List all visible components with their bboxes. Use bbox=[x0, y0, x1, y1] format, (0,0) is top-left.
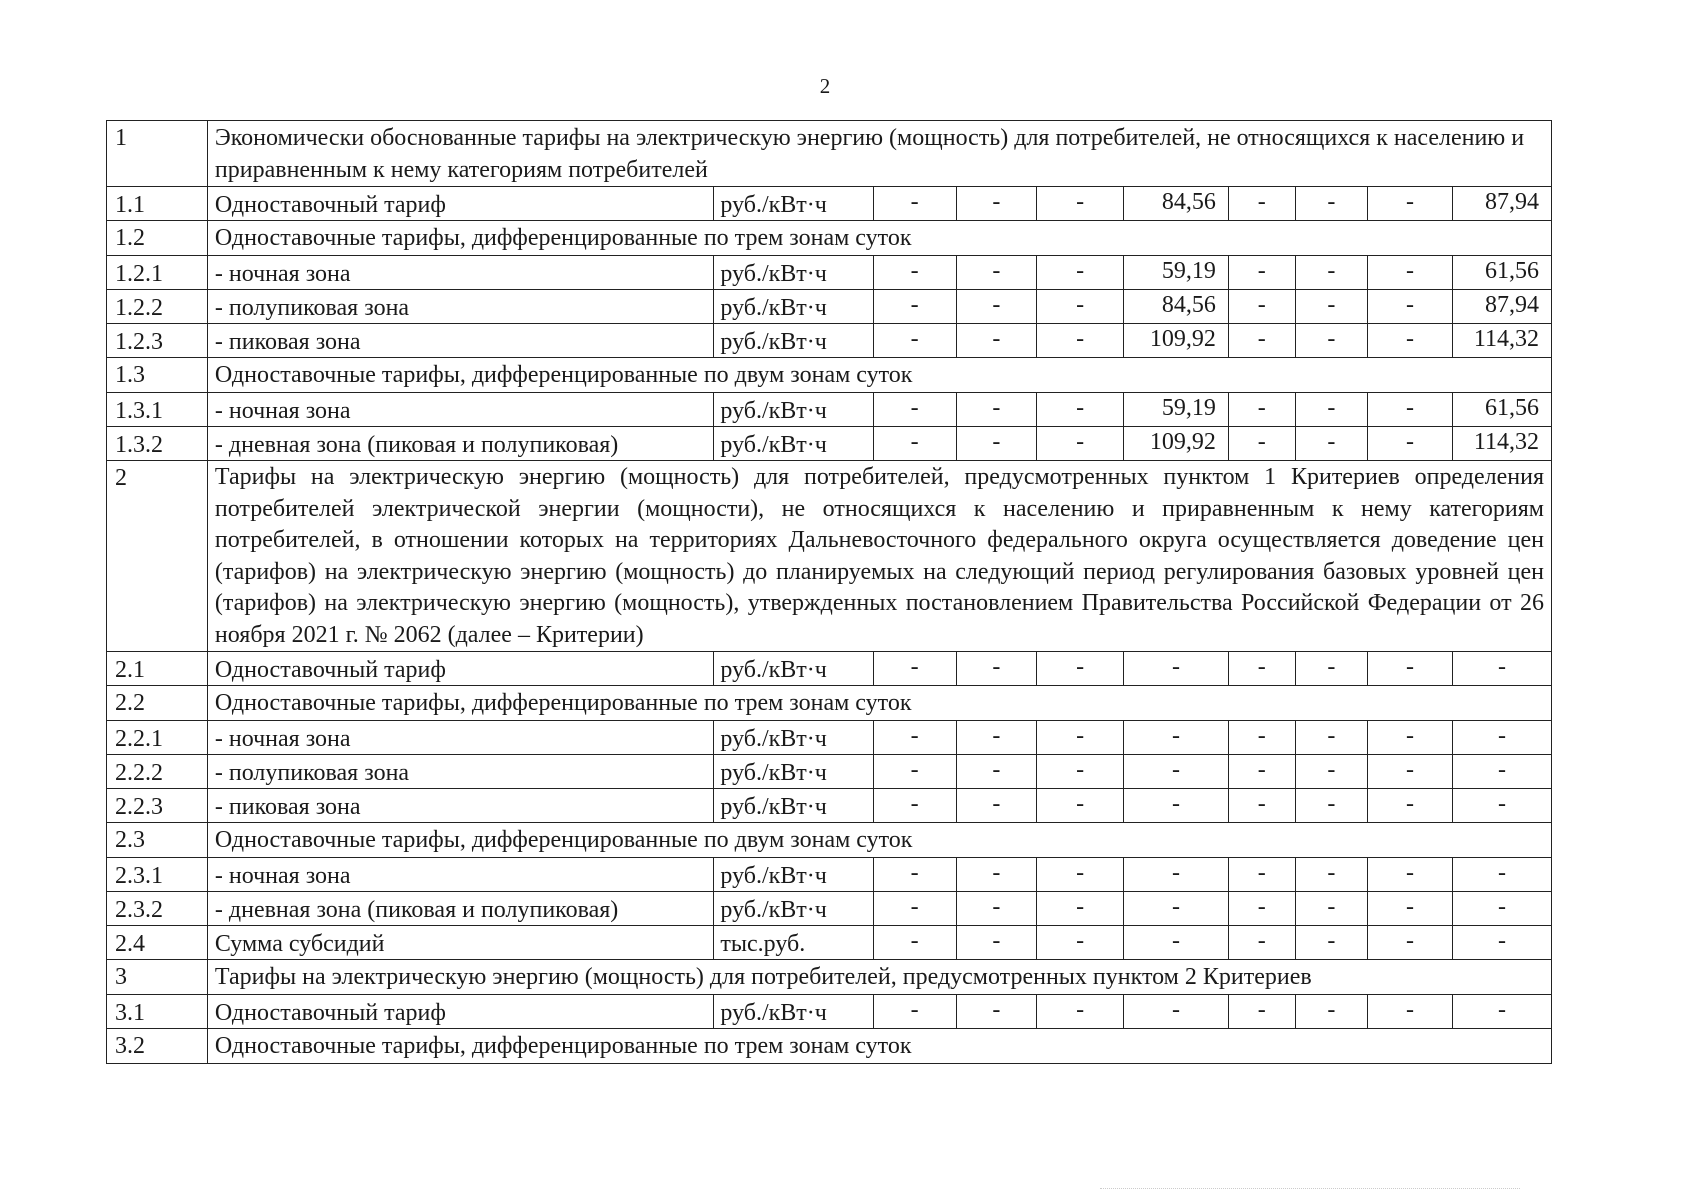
section-title: Тарифы на электрическую энергию (мощность) для потребителей, предусмотренных пунктом 1 Критериев определения потребителей электрической энергии (мощности), не относящихся к населению и приравненным к нему категориям потребителей, в отношении которых на территориях Дальневосточного федерального округа осуществляется доведение цен (тарифов) на электрическую энергию (мощность) до планируемых на следующий период регулирования базовых уровней цен (тарифов) на электрическую энергию (мощность), утвержденных постановлением Правительства Российской Федерации от 26 ноября 2021 г. № 2062 (далее – Критерии) bbox=[207, 461, 1551, 652]
section-row bbox=[107, 1029, 1552, 1064]
row-code: 2.3 bbox=[107, 823, 208, 858]
value-cell: - bbox=[1452, 926, 1551, 960]
value-cell: - bbox=[956, 256, 1037, 290]
value-cell: - bbox=[1452, 721, 1551, 755]
value-cell: - bbox=[1228, 393, 1295, 427]
value-cell: - bbox=[956, 393, 1037, 427]
value-cell: - bbox=[1124, 858, 1229, 892]
page-number: 2 bbox=[819, 74, 831, 98]
row-name: Одноставочный тариф bbox=[207, 187, 714, 221]
value-cell: - bbox=[1295, 290, 1368, 324]
value-cell: - bbox=[1452, 755, 1551, 789]
value-cell: - bbox=[956, 858, 1037, 892]
value-cell: - bbox=[1037, 926, 1124, 960]
row-name: - пиковая зона bbox=[207, 789, 714, 823]
value-cell: - bbox=[1037, 393, 1124, 427]
section-title: Одноставочные тарифы, дифференцированные по трем зонам суток bbox=[207, 221, 1551, 256]
value-cell: - bbox=[1295, 256, 1368, 290]
table-row bbox=[107, 187, 1552, 221]
value-cell: - bbox=[873, 789, 956, 823]
row-unit: руб./кВт·ч bbox=[714, 721, 873, 755]
row-code: 1.3.2 bbox=[107, 427, 208, 461]
row-code: 1.2.3 bbox=[107, 324, 208, 358]
value-cell: 84,56 bbox=[1124, 187, 1229, 221]
row-unit: руб./кВт·ч bbox=[714, 187, 873, 221]
section-row bbox=[107, 960, 1552, 995]
section-title: Одноставочные тарифы, дифференцированные по трем зонам суток bbox=[207, 1029, 1551, 1064]
row-unit: руб./кВт·ч bbox=[714, 427, 873, 461]
row-code: 1.2 bbox=[107, 221, 208, 256]
value-cell: - bbox=[1452, 858, 1551, 892]
value-cell: - bbox=[1037, 652, 1124, 686]
value-cell: - bbox=[873, 256, 956, 290]
table-row bbox=[107, 256, 1552, 290]
row-code: 2.2 bbox=[107, 686, 208, 721]
row-name: - дневная зона (пиковая и полупиковая) bbox=[207, 892, 714, 926]
value-cell: 87,94 bbox=[1452, 290, 1551, 324]
value-cell: - bbox=[1295, 427, 1368, 461]
value-cell: - bbox=[1368, 652, 1453, 686]
value-cell: - bbox=[1228, 290, 1295, 324]
value-cell: - bbox=[956, 721, 1037, 755]
row-code: 1.2.1 bbox=[107, 256, 208, 290]
value-cell: 87,94 bbox=[1452, 187, 1551, 221]
value-cell: - bbox=[1368, 721, 1453, 755]
value-cell: - bbox=[1228, 892, 1295, 926]
value-cell: - bbox=[1452, 652, 1551, 686]
row-code: 2.4 bbox=[107, 926, 208, 960]
value-cell: 61,56 bbox=[1452, 393, 1551, 427]
value-cell: - bbox=[956, 187, 1037, 221]
row-name: - ночная зона bbox=[207, 393, 714, 427]
section-title: Одноставочные тарифы, дифференцированные по двум зонам суток bbox=[207, 358, 1551, 393]
value-cell: - bbox=[1228, 755, 1295, 789]
row-code: 1 bbox=[107, 121, 208, 187]
value-cell: - bbox=[1368, 926, 1453, 960]
row-unit: руб./кВт·ч bbox=[714, 256, 873, 290]
table-row bbox=[107, 393, 1552, 427]
row-unit: руб./кВт·ч bbox=[714, 290, 873, 324]
table-row bbox=[107, 427, 1552, 461]
table-row bbox=[107, 789, 1552, 823]
table-row bbox=[107, 926, 1552, 960]
value-cell: - bbox=[1228, 721, 1295, 755]
row-code: 2.3.2 bbox=[107, 892, 208, 926]
value-cell: 109,92 bbox=[1124, 324, 1229, 358]
row-code: 3.1 bbox=[107, 995, 208, 1029]
value-cell: - bbox=[1368, 789, 1453, 823]
value-cell: - bbox=[873, 187, 956, 221]
value-cell: - bbox=[1124, 926, 1229, 960]
row-name: - пиковая зона bbox=[207, 324, 714, 358]
value-cell: 109,92 bbox=[1124, 427, 1229, 461]
value-cell: - bbox=[1368, 995, 1453, 1029]
value-cell: - bbox=[1295, 755, 1368, 789]
row-unit: руб./кВт·ч bbox=[714, 995, 873, 1029]
value-cell: - bbox=[1295, 995, 1368, 1029]
value-cell: 114,32 bbox=[1452, 427, 1551, 461]
row-unit: руб./кВт·ч bbox=[714, 789, 873, 823]
table-row bbox=[107, 652, 1552, 686]
value-cell: - bbox=[1228, 427, 1295, 461]
section-row bbox=[107, 221, 1552, 256]
value-cell: - bbox=[1037, 892, 1124, 926]
section-row bbox=[107, 461, 1552, 652]
value-cell: - bbox=[956, 789, 1037, 823]
row-name: - ночная зона bbox=[207, 256, 714, 290]
value-cell: - bbox=[956, 755, 1037, 789]
table-row bbox=[107, 324, 1552, 358]
row-name: - дневная зона (пиковая и полупиковая) bbox=[207, 427, 714, 461]
row-name: - ночная зона bbox=[207, 721, 714, 755]
row-code: 1.3.1 bbox=[107, 393, 208, 427]
value-cell: - bbox=[1228, 256, 1295, 290]
value-cell: - bbox=[1295, 393, 1368, 427]
value-cell: - bbox=[1368, 324, 1453, 358]
value-cell: 61,56 bbox=[1452, 256, 1551, 290]
section-title: Экономически обоснованные тарифы на электрическую энергию (мощность) для потребителей, не относящихся к населению и приравненным к нему категориям потребителей bbox=[207, 121, 1551, 187]
value-cell: - bbox=[1368, 256, 1453, 290]
row-unit: руб./кВт·ч bbox=[714, 755, 873, 789]
row-unit: руб./кВт·ч bbox=[714, 393, 873, 427]
value-cell: - bbox=[1037, 721, 1124, 755]
value-cell: - bbox=[1037, 858, 1124, 892]
value-cell: - bbox=[873, 858, 956, 892]
row-code: 2.2.1 bbox=[107, 721, 208, 755]
value-cell: - bbox=[873, 995, 956, 1029]
value-cell: 59,19 bbox=[1124, 393, 1229, 427]
value-cell: - bbox=[1295, 789, 1368, 823]
value-cell: - bbox=[956, 290, 1037, 324]
value-cell: - bbox=[1037, 187, 1124, 221]
value-cell: - bbox=[1228, 995, 1295, 1029]
tariff-table bbox=[106, 120, 1552, 1064]
value-cell: - bbox=[1228, 789, 1295, 823]
section-row bbox=[107, 121, 1552, 187]
value-cell: - bbox=[873, 427, 956, 461]
value-cell: - bbox=[1295, 858, 1368, 892]
value-cell: - bbox=[1124, 995, 1229, 1029]
value-cell: - bbox=[1295, 721, 1368, 755]
value-cell: - bbox=[1124, 755, 1229, 789]
section-row bbox=[107, 686, 1552, 721]
value-cell: - bbox=[956, 995, 1037, 1029]
value-cell: - bbox=[1124, 721, 1229, 755]
table-row bbox=[107, 290, 1552, 324]
value-cell: - bbox=[1124, 892, 1229, 926]
value-cell: - bbox=[1037, 755, 1124, 789]
row-code: 1.1 bbox=[107, 187, 208, 221]
value-cell: - bbox=[1037, 256, 1124, 290]
row-name: - ночная зона bbox=[207, 858, 714, 892]
row-code: 1.2.2 bbox=[107, 290, 208, 324]
value-cell: - bbox=[956, 427, 1037, 461]
row-name: Сумма субсидий bbox=[207, 926, 714, 960]
value-cell: - bbox=[873, 721, 956, 755]
table-row bbox=[107, 995, 1552, 1029]
value-cell: - bbox=[1228, 324, 1295, 358]
tariff-table-body bbox=[107, 121, 1552, 1064]
value-cell: - bbox=[1037, 789, 1124, 823]
row-name: - полупиковая зона bbox=[207, 290, 714, 324]
value-cell: - bbox=[1295, 926, 1368, 960]
value-cell: - bbox=[873, 652, 956, 686]
section-row bbox=[107, 358, 1552, 393]
value-cell: - bbox=[1228, 652, 1295, 686]
value-cell: - bbox=[956, 892, 1037, 926]
row-code: 2.2.2 bbox=[107, 755, 208, 789]
value-cell: - bbox=[1452, 892, 1551, 926]
table-row bbox=[107, 858, 1552, 892]
value-cell: - bbox=[956, 652, 1037, 686]
row-code: 2.2.3 bbox=[107, 789, 208, 823]
value-cell: - bbox=[1368, 427, 1453, 461]
scan-edge-line bbox=[1100, 1188, 1520, 1189]
value-cell: - bbox=[1452, 995, 1551, 1029]
row-code: 1.3 bbox=[107, 358, 208, 393]
value-cell: - bbox=[1368, 187, 1453, 221]
row-code: 3.2 bbox=[107, 1029, 208, 1064]
table-row bbox=[107, 721, 1552, 755]
value-cell: - bbox=[1037, 290, 1124, 324]
row-code: 2.3.1 bbox=[107, 858, 208, 892]
value-cell: - bbox=[873, 393, 956, 427]
table-row bbox=[107, 892, 1552, 926]
section-title: Одноставочные тарифы, дифференцированные по двум зонам суток bbox=[207, 823, 1551, 858]
value-cell: 59,19 bbox=[1124, 256, 1229, 290]
row-unit: руб./кВт·ч bbox=[714, 324, 873, 358]
value-cell: - bbox=[1295, 892, 1368, 926]
value-cell: - bbox=[1124, 789, 1229, 823]
section-title: Тарифы на электрическую энергию (мощность) для потребителей, предусмотренных пунктом 2 Критериев bbox=[207, 960, 1551, 995]
row-name: Одноставочный тариф bbox=[207, 652, 714, 686]
value-cell: - bbox=[873, 324, 956, 358]
value-cell: - bbox=[1037, 324, 1124, 358]
table-row bbox=[107, 755, 1552, 789]
value-cell: - bbox=[873, 892, 956, 926]
value-cell: - bbox=[1295, 652, 1368, 686]
value-cell: - bbox=[873, 926, 956, 960]
row-unit: руб./кВт·ч bbox=[714, 652, 873, 686]
value-cell: - bbox=[1452, 789, 1551, 823]
value-cell: - bbox=[1037, 427, 1124, 461]
row-code: 2.1 bbox=[107, 652, 208, 686]
value-cell: - bbox=[1295, 187, 1368, 221]
row-unit: тыс.руб. bbox=[714, 926, 873, 960]
value-cell: - bbox=[1295, 324, 1368, 358]
value-cell: - bbox=[1228, 858, 1295, 892]
value-cell: - bbox=[956, 926, 1037, 960]
value-cell: - bbox=[956, 324, 1037, 358]
value-cell: - bbox=[1368, 290, 1453, 324]
row-name: - полупиковая зона bbox=[207, 755, 714, 789]
value-cell: - bbox=[1037, 995, 1124, 1029]
value-cell: - bbox=[1368, 892, 1453, 926]
value-cell: - bbox=[873, 290, 956, 324]
value-cell: - bbox=[1368, 858, 1453, 892]
value-cell: - bbox=[873, 755, 956, 789]
row-name: Одноставочный тариф bbox=[207, 995, 714, 1029]
value-cell: 84,56 bbox=[1124, 290, 1229, 324]
value-cell: - bbox=[1228, 926, 1295, 960]
row-code: 2 bbox=[107, 461, 208, 652]
value-cell: 114,32 bbox=[1452, 324, 1551, 358]
value-cell: - bbox=[1228, 187, 1295, 221]
section-row bbox=[107, 823, 1552, 858]
value-cell: - bbox=[1368, 755, 1453, 789]
row-unit: руб./кВт·ч bbox=[714, 858, 873, 892]
row-code: 3 bbox=[107, 960, 208, 995]
value-cell: - bbox=[1124, 652, 1229, 686]
value-cell: - bbox=[1368, 393, 1453, 427]
section-title: Одноставочные тарифы, дифференцированные по трем зонам суток bbox=[207, 686, 1551, 721]
row-unit: руб./кВт·ч bbox=[714, 892, 873, 926]
